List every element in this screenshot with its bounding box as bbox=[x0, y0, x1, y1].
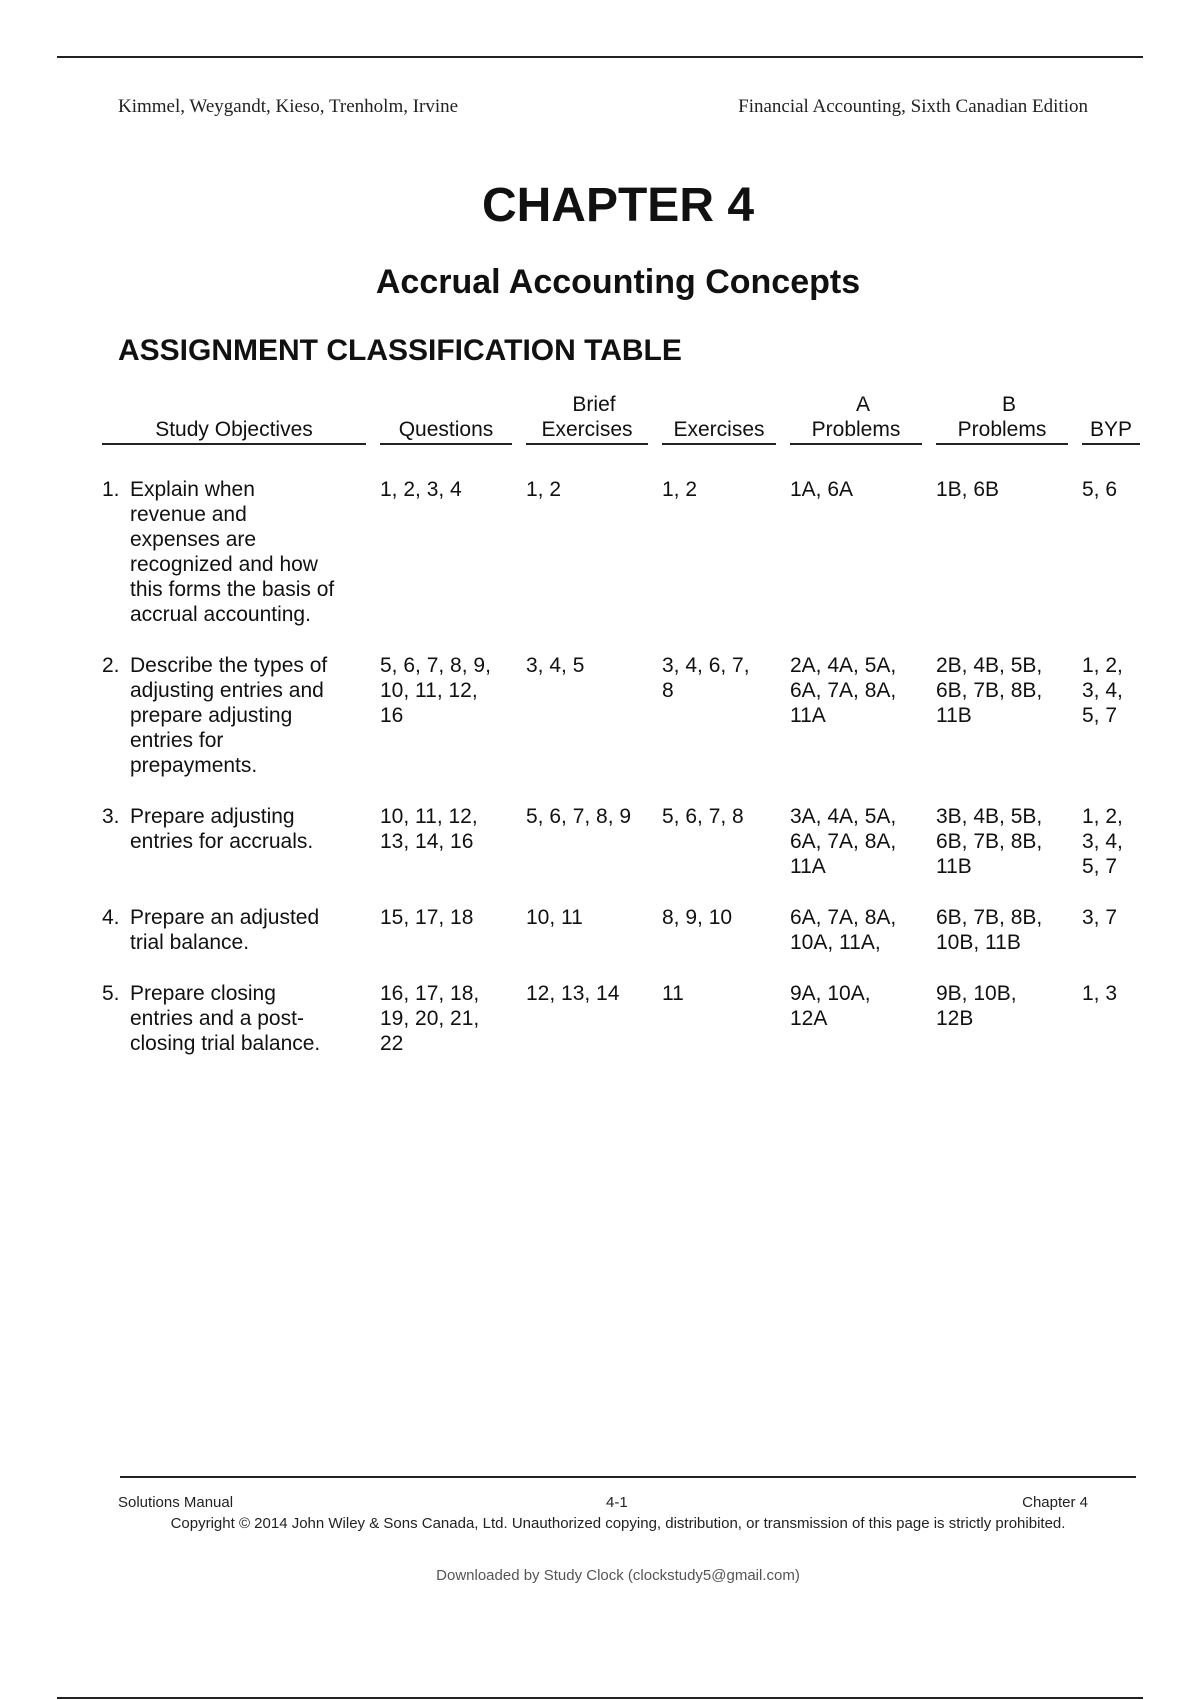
cell-study-objective bbox=[102, 905, 380, 981]
cell-line: 1, 2, bbox=[1082, 654, 1123, 677]
col-header-brief-exercises bbox=[526, 392, 662, 447]
cell-line: 2A, 4A, 5A, bbox=[790, 654, 897, 677]
objective-line: expenses are bbox=[130, 528, 257, 551]
cell-line: 10, 11, 12, bbox=[380, 805, 478, 828]
cell-line: 1B, 6B bbox=[936, 478, 1000, 501]
col-header-a-problems bbox=[790, 392, 936, 447]
cell-exercises bbox=[662, 447, 790, 653]
cell-line: 3B, 4B, 5B, bbox=[936, 805, 1043, 828]
cell-b-problems bbox=[936, 981, 1082, 1082]
objective-number: 2. bbox=[102, 654, 120, 677]
cell-line: 19, 20, 21, bbox=[380, 1007, 480, 1030]
objective-line: Prepare closing bbox=[130, 982, 276, 1005]
objective-line: accrual accounting. bbox=[130, 603, 311, 626]
cell-questions bbox=[380, 981, 526, 1082]
table-header bbox=[102, 392, 1140, 447]
cell-line: 12B bbox=[936, 1007, 974, 1030]
objective-block bbox=[102, 981, 352, 1056]
col-header-bottom: Questions bbox=[380, 417, 512, 445]
cell-exercises bbox=[662, 905, 790, 981]
cell-questions bbox=[380, 804, 526, 905]
cell-study-objective bbox=[102, 653, 380, 804]
objective-line: Prepare adjusting bbox=[130, 805, 295, 828]
objective-number: 5. bbox=[102, 982, 120, 1005]
cell-line: 5, 7 bbox=[1082, 704, 1118, 727]
objective-text bbox=[130, 477, 352, 627]
col-header-bottom: Problems bbox=[790, 417, 922, 445]
objective-number: 1. bbox=[102, 478, 120, 501]
footer-chapter: Chapter 4 bbox=[1022, 1494, 1088, 1511]
chapter-subtitle: Accrual Accounting Concepts bbox=[375, 263, 861, 301]
col-header-exercises bbox=[662, 392, 790, 447]
cell-questions bbox=[380, 653, 526, 804]
cell-line: 5, 6, 7, 8, 9, bbox=[380, 654, 491, 677]
cell-line: 1, 2, 3, 4 bbox=[380, 478, 462, 501]
col-header-top: B bbox=[1001, 393, 1016, 416]
cell-b-problems bbox=[936, 653, 1082, 804]
cell-line: 1, 2 bbox=[526, 478, 562, 501]
header-row bbox=[102, 392, 1140, 447]
cell-line: 5, 6 bbox=[1082, 478, 1118, 501]
objective-line: adjusting entries and bbox=[130, 679, 324, 702]
cell-line: 9A, 10A, bbox=[790, 982, 871, 1005]
footer-copyright: Copyright © 2014 John Wiley & Sons Canada, Ltd. Unauthorized copying, distribution, or transmission of this page is strictly prohibited. bbox=[170, 1515, 1066, 1532]
objective-line: entries and a post- bbox=[130, 1007, 304, 1030]
cell-line: 5, 7 bbox=[1082, 855, 1118, 878]
cell-line: 8 bbox=[662, 679, 674, 702]
cell-line: 3, 4, 6, 7, bbox=[662, 654, 750, 677]
objective-line: Describe the types of bbox=[130, 654, 328, 677]
cell-study-objective bbox=[102, 804, 380, 905]
cell-line: 10A, 11A, bbox=[790, 931, 881, 954]
col-header-questions bbox=[380, 392, 526, 447]
objective-text bbox=[130, 804, 352, 854]
cell-line: 3, 7 bbox=[1082, 906, 1118, 929]
cell-study-objective bbox=[102, 447, 380, 653]
col-header-b-problems bbox=[936, 392, 1082, 447]
cell-line: 8, 9, 10 bbox=[662, 906, 733, 929]
col-header-bottom: Exercises bbox=[662, 417, 776, 445]
table-title: ASSIGNMENT CLASSIFICATION TABLE bbox=[118, 334, 682, 367]
cell-exercises bbox=[662, 981, 790, 1082]
objective-line: entries for accruals. bbox=[130, 830, 314, 853]
table-row bbox=[102, 804, 1140, 905]
objective-line: recognized and how bbox=[130, 553, 318, 576]
objective-text bbox=[130, 981, 352, 1056]
top-rule bbox=[57, 56, 1143, 58]
assignment-classification-table bbox=[102, 392, 1140, 1082]
cell-line: 3, 4, 5 bbox=[526, 654, 585, 677]
cell-line: 15, 17, 18 bbox=[380, 906, 474, 929]
cell-study-objective bbox=[102, 981, 380, 1082]
cell-brief-exercises bbox=[526, 905, 662, 981]
cell-a-problems bbox=[790, 447, 936, 653]
objective-block bbox=[102, 804, 352, 854]
cell-byp bbox=[1082, 447, 1140, 653]
cell-byp bbox=[1082, 653, 1140, 804]
cell-questions bbox=[380, 447, 526, 653]
objective-line: this forms the basis of bbox=[130, 578, 335, 601]
cell-brief-exercises bbox=[526, 981, 662, 1082]
table-row bbox=[102, 981, 1140, 1082]
cell-line: 1, 2, bbox=[1082, 805, 1123, 828]
cell-line: 6A, 7A, 8A, bbox=[790, 830, 897, 853]
cell-a-problems bbox=[790, 804, 936, 905]
cell-b-problems bbox=[936, 447, 1082, 653]
cell-line: 6A, 7A, 8A, bbox=[790, 679, 897, 702]
cell-line: 16, 17, 18, bbox=[380, 982, 480, 1005]
col-header-bottom: BYP bbox=[1082, 417, 1140, 445]
cell-line: 22 bbox=[380, 1032, 404, 1055]
cell-line: 1, 3 bbox=[1082, 982, 1118, 1005]
cell-line: 2B, 4B, 5B, bbox=[936, 654, 1043, 677]
objective-line: prepayments. bbox=[130, 754, 258, 777]
cell-brief-exercises bbox=[526, 447, 662, 653]
download-note: Downloaded by Study Clock (clockstudy5@gmail.com) bbox=[436, 1567, 800, 1584]
objective-number: 4. bbox=[102, 906, 120, 929]
cell-line: 16 bbox=[380, 704, 404, 727]
footer-rule bbox=[120, 1476, 1136, 1478]
cell-line: 6A, 7A, 8A, bbox=[790, 906, 897, 929]
objective-line: trial balance. bbox=[130, 931, 250, 954]
col-header-byp bbox=[1082, 392, 1140, 447]
cell-exercises bbox=[662, 804, 790, 905]
cell-line: 1A, 6A bbox=[790, 478, 854, 501]
col-header-bottom: Exercises bbox=[526, 417, 648, 445]
cell-b-problems bbox=[936, 804, 1082, 905]
objective-block bbox=[102, 477, 352, 627]
bottom-rule bbox=[57, 1697, 1143, 1699]
cell-line: 5, 6, 7, 8 bbox=[662, 805, 744, 828]
objective-line: revenue and bbox=[130, 503, 247, 526]
cell-line: 3, 4, bbox=[1082, 830, 1123, 853]
objective-block bbox=[102, 653, 352, 778]
objective-text bbox=[130, 905, 352, 955]
cell-byp bbox=[1082, 905, 1140, 981]
objective-line: entries for bbox=[130, 729, 224, 752]
cell-brief-exercises bbox=[526, 804, 662, 905]
cell-line: 6B, 7B, 8B, bbox=[936, 906, 1043, 929]
cell-line: 6B, 7B, 8B, bbox=[936, 830, 1043, 853]
table-row bbox=[102, 905, 1140, 981]
objective-line: closing trial balance. bbox=[130, 1032, 321, 1055]
col-header-top: Brief bbox=[572, 393, 616, 416]
cell-line: 12, 13, 14 bbox=[526, 982, 620, 1005]
objective-block bbox=[102, 905, 352, 955]
col-header-bottom: Problems bbox=[936, 417, 1068, 445]
cell-line: 1, 2 bbox=[662, 478, 698, 501]
cell-byp bbox=[1082, 981, 1140, 1082]
cell-line: 3A, 4A, 5A, bbox=[790, 805, 897, 828]
cell-line: 10B, 11B bbox=[936, 931, 1021, 954]
header-book-title: Financial Accounting, Sixth Canadian Edition bbox=[738, 96, 1088, 117]
table-row bbox=[102, 653, 1140, 804]
cell-line: 6B, 7B, 8B, bbox=[936, 679, 1043, 702]
cell-line: 11B bbox=[936, 855, 972, 878]
cell-brief-exercises bbox=[526, 653, 662, 804]
cell-line: 10, 11, 12, bbox=[380, 679, 478, 702]
cell-line: 12A bbox=[790, 1007, 828, 1030]
cell-line: 10, 11 bbox=[526, 906, 583, 929]
cell-line: 13, 14, 16 bbox=[380, 830, 474, 853]
table-body bbox=[102, 447, 1140, 1082]
objective-line: Explain when bbox=[130, 478, 255, 501]
objective-number: 3. bbox=[102, 805, 120, 828]
objective-line: prepare adjusting bbox=[130, 704, 293, 727]
footer-page-number: 4-1 bbox=[606, 1494, 628, 1511]
chapter-title: CHAPTER 4 bbox=[481, 179, 755, 232]
cell-byp bbox=[1082, 804, 1140, 905]
cell-line: 5, 6, 7, 8, 9 bbox=[526, 805, 632, 828]
cell-exercises bbox=[662, 653, 790, 804]
col-header-bottom: Study Objectives bbox=[102, 417, 366, 445]
col-header-study-objectives bbox=[102, 392, 380, 447]
cell-b-problems bbox=[936, 905, 1082, 981]
cell-a-problems bbox=[790, 653, 936, 804]
cell-line: 11A bbox=[790, 855, 826, 878]
table-row bbox=[102, 447, 1140, 653]
col-header-top: A bbox=[855, 393, 870, 416]
cell-line: 11A bbox=[790, 704, 826, 727]
cell-line: 3, 4, bbox=[1082, 679, 1123, 702]
cell-line: 9B, 10B, bbox=[936, 982, 1017, 1005]
cell-questions bbox=[380, 905, 526, 981]
cell-line: 11B bbox=[936, 704, 972, 727]
header-authors: Kimmel, Weygandt, Kieso, Trenholm, Irvine bbox=[118, 96, 459, 117]
objective-text bbox=[130, 653, 352, 778]
cell-line: 11 bbox=[662, 982, 684, 1005]
objective-line: Prepare an adjusted bbox=[130, 906, 320, 929]
cell-a-problems bbox=[790, 905, 936, 981]
footer-manual: Solutions Manual bbox=[118, 1494, 234, 1511]
cell-a-problems bbox=[790, 981, 936, 1082]
